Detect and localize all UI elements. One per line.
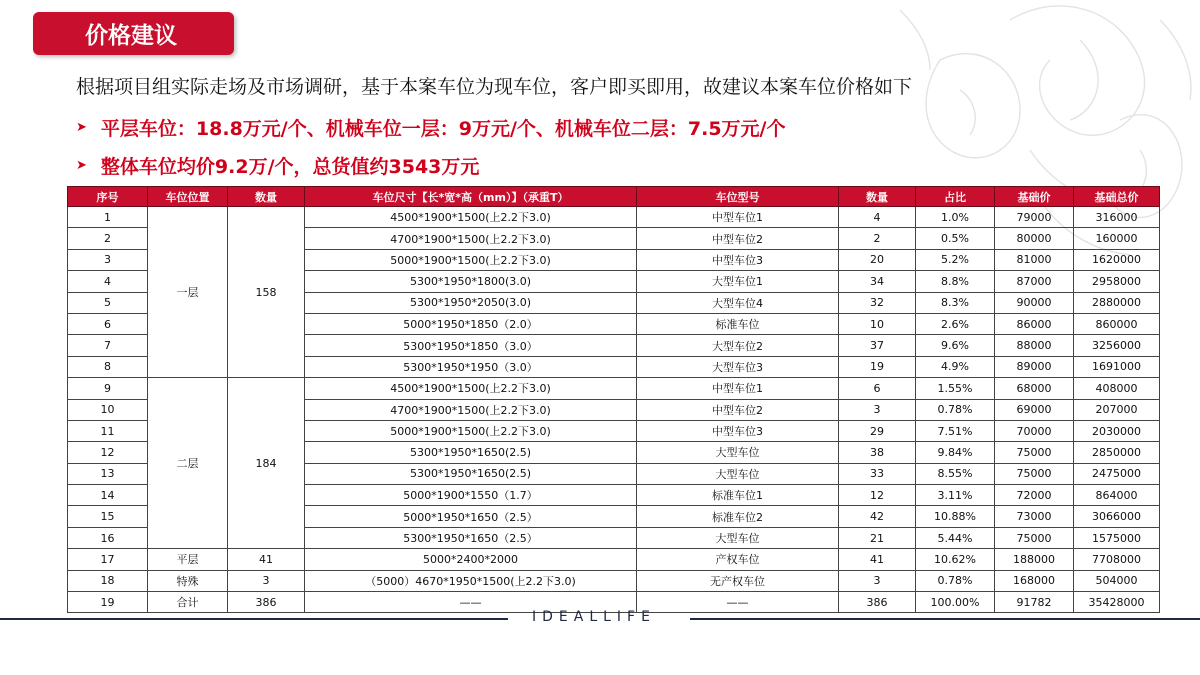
bullet-price-summary [76, 114, 785, 141]
cell-location: 平层 [148, 549, 228, 570]
table-header-row [68, 187, 1160, 207]
cell-count: 34 [839, 271, 916, 292]
cell-model: 标准车位1 [637, 485, 839, 506]
cell-ratio: 5.44% [916, 527, 995, 548]
cell-base-price: 70000 [995, 420, 1074, 441]
cell-base-price: 69000 [995, 399, 1074, 420]
cell-base-total: 1575000 [1074, 527, 1160, 548]
cell-model: —— [637, 592, 839, 613]
cell-model: 大型车位1 [637, 271, 839, 292]
cell-base-price: 79000 [995, 207, 1074, 228]
cell-location: 特殊 [148, 570, 228, 591]
cell-base-price: 75000 [995, 527, 1074, 548]
cell-base-price: 168000 [995, 570, 1074, 591]
cell-location: 一层 [148, 207, 228, 378]
cell-model: 无产权车位 [637, 570, 839, 591]
cell-base-total: 2958000 [1074, 271, 1160, 292]
cell-count: 10 [839, 313, 916, 334]
cell-base-total: 1620000 [1074, 249, 1160, 270]
cell-index: 4 [68, 271, 148, 292]
col-header: 数量 [839, 187, 916, 207]
cell-base-total: 408000 [1074, 378, 1160, 399]
cell-base-price: 73000 [995, 506, 1074, 527]
cell-base-price: 86000 [995, 313, 1074, 334]
cell-index: 16 [68, 527, 148, 548]
cell-size: 4700*1900*1500(上2.2下3.0) [305, 399, 637, 420]
cell-model: 大型车位 [637, 463, 839, 484]
table-row [68, 549, 1160, 570]
cell-index: 17 [68, 549, 148, 570]
bullet-text: 平层车位：18.8万元/个、机械车位一层：9万元/个、机械车位二层：7.5万元/个 [100, 118, 786, 140]
cell-base-price: 75000 [995, 442, 1074, 463]
table-row [68, 378, 1160, 399]
col-header: 基础价 [995, 187, 1074, 207]
cell-index: 19 [68, 592, 148, 613]
cell-base-total: 864000 [1074, 485, 1160, 506]
cell-base-total: 2850000 [1074, 442, 1160, 463]
col-header: 车位型号 [637, 187, 839, 207]
cell-count: 29 [839, 420, 916, 441]
cell-size: 5300*1950*1850（3.0） [305, 335, 637, 356]
cell-count: 21 [839, 527, 916, 548]
cell-base-price: 68000 [995, 378, 1074, 399]
brand-logo-text: IDEALLIFE [532, 609, 656, 625]
cell-count: 19 [839, 356, 916, 377]
cell-base-price: 91782 [995, 592, 1074, 613]
cell-size: 4500*1900*1500(上2.2下3.0) [305, 207, 637, 228]
bullet-text: 整体车位均价9.2万/个，总货值约3543万元 [100, 156, 480, 178]
cell-model: 中型车位1 [637, 207, 839, 228]
cell-ratio: 0.5% [916, 228, 995, 249]
cell-model: 标准车位2 [637, 506, 839, 527]
arrow-bullet-icon: ➤ [76, 158, 87, 173]
cell-index: 7 [68, 335, 148, 356]
cell-base-price: 88000 [995, 335, 1074, 356]
cell-count: 42 [839, 506, 916, 527]
col-header: 数量 [228, 187, 305, 207]
cell-base-total: 160000 [1074, 228, 1160, 249]
cell-size: 5000*1900*1500(上2.2下3.0) [305, 249, 637, 270]
cell-index: 18 [68, 570, 148, 591]
cell-count: 33 [839, 463, 916, 484]
cell-location: 合计 [148, 592, 228, 613]
cell-size: 5300*1950*2050(3.0) [305, 292, 637, 313]
cell-size: 5000*1950*1850（2.0） [305, 313, 637, 334]
cell-model: 大型车位 [637, 527, 839, 548]
col-header: 车位尺寸【长*宽*高（mm）】（承重T） [305, 187, 637, 207]
cell-ratio: 10.62% [916, 549, 995, 570]
cell-index: 13 [68, 463, 148, 484]
cell-model: 大型车位3 [637, 356, 839, 377]
cell-size: 5300*1950*1650（2.5） [305, 527, 637, 548]
cell-count: 3 [839, 399, 916, 420]
cell-group-quantity: 158 [228, 207, 305, 378]
cell-size: 5300*1950*1650(2.5) [305, 442, 637, 463]
cell-base-price: 81000 [995, 249, 1074, 270]
cell-ratio: 5.2% [916, 249, 995, 270]
cell-model: 大型车位4 [637, 292, 839, 313]
cell-size: 5000*1900*1550（1.7） [305, 485, 637, 506]
cell-count: 32 [839, 292, 916, 313]
cell-base-total: 1691000 [1074, 356, 1160, 377]
cell-size: 5000*2400*2000 [305, 549, 637, 570]
cell-ratio: 4.9% [916, 356, 995, 377]
cell-base-total: 7708000 [1074, 549, 1160, 570]
cell-count: 386 [839, 592, 916, 613]
cell-base-total: 504000 [1074, 570, 1160, 591]
cell-index: 6 [68, 313, 148, 334]
cell-ratio: 1.55% [916, 378, 995, 399]
col-header: 车位位置 [148, 187, 228, 207]
cell-index: 8 [68, 356, 148, 377]
cell-ratio: 0.78% [916, 399, 995, 420]
cell-group-quantity: 3 [228, 570, 305, 591]
cell-count: 2 [839, 228, 916, 249]
col-header: 序号 [68, 187, 148, 207]
cell-size: 5300*1950*1650(2.5) [305, 463, 637, 484]
cell-base-price: 75000 [995, 463, 1074, 484]
cell-base-price: 89000 [995, 356, 1074, 377]
page-title: 价格建议 [33, 12, 234, 55]
cell-base-price: 188000 [995, 549, 1074, 570]
cell-index: 11 [68, 420, 148, 441]
cell-count: 38 [839, 442, 916, 463]
cell-group-quantity: 386 [228, 592, 305, 613]
cell-index: 2 [68, 228, 148, 249]
cell-group-quantity: 41 [228, 549, 305, 570]
cell-count: 12 [839, 485, 916, 506]
cell-base-total: 3066000 [1074, 506, 1160, 527]
cell-base-total: 3256000 [1074, 335, 1160, 356]
cell-group-quantity: 184 [228, 378, 305, 549]
col-header: 占比 [916, 187, 995, 207]
cell-size: （5000）4670*1950*1500(上2.2下3.0) [305, 570, 637, 591]
cell-count: 20 [839, 249, 916, 270]
cell-location: 二层 [148, 378, 228, 549]
cell-model: 中型车位2 [637, 228, 839, 249]
cell-ratio: 9.6% [916, 335, 995, 356]
cell-index: 12 [68, 442, 148, 463]
cell-count: 37 [839, 335, 916, 356]
cell-size: 5300*1950*1800(3.0) [305, 271, 637, 292]
cell-base-price: 90000 [995, 292, 1074, 313]
cell-ratio: 3.11% [916, 485, 995, 506]
cell-model: 标准车位 [637, 313, 839, 334]
cell-index: 3 [68, 249, 148, 270]
cell-base-total: 35428000 [1074, 592, 1160, 613]
cell-base-price: 80000 [995, 228, 1074, 249]
table-row [68, 207, 1160, 228]
footer-divider-left [0, 618, 508, 620]
arrow-bullet-icon: ➤ [76, 120, 87, 135]
bullet-average-price [76, 152, 479, 179]
cell-index: 14 [68, 485, 148, 506]
cell-size: —— [305, 592, 637, 613]
cell-count: 4 [839, 207, 916, 228]
cell-base-total: 207000 [1074, 399, 1160, 420]
cell-base-total: 2030000 [1074, 420, 1160, 441]
cell-ratio: 2.6% [916, 313, 995, 334]
cell-model: 大型车位 [637, 442, 839, 463]
cell-size: 5000*1950*1650（2.5） [305, 506, 637, 527]
cell-count: 6 [839, 378, 916, 399]
cell-ratio: 7.51% [916, 420, 995, 441]
cell-ratio: 1.0% [916, 207, 995, 228]
table-row [68, 570, 1160, 591]
cell-index: 15 [68, 506, 148, 527]
cell-index: 10 [68, 399, 148, 420]
cell-ratio: 10.88% [916, 506, 995, 527]
cell-count: 41 [839, 549, 916, 570]
cell-model: 中型车位3 [637, 420, 839, 441]
col-header: 基础总价 [1074, 187, 1160, 207]
cell-model: 中型车位3 [637, 249, 839, 270]
cell-base-price: 87000 [995, 271, 1074, 292]
cell-ratio: 0.78% [916, 570, 995, 591]
cell-ratio: 8.55% [916, 463, 995, 484]
cell-model: 大型车位2 [637, 335, 839, 356]
cell-base-total: 860000 [1074, 313, 1160, 334]
cell-base-total: 316000 [1074, 207, 1160, 228]
footer-divider-right [690, 618, 1200, 620]
cell-index: 5 [68, 292, 148, 313]
parking-price-table [67, 186, 1160, 613]
cell-index: 9 [68, 378, 148, 399]
cell-ratio: 9.84% [916, 442, 995, 463]
cell-index: 1 [68, 207, 148, 228]
intro-text: 根据项目组实际走场及市场调研，基于本案车位为现车位，客户即买即用，故建议本案车位价格如下 [76, 76, 913, 98]
cell-model: 中型车位1 [637, 378, 839, 399]
cell-ratio: 100.00% [916, 592, 995, 613]
cell-count: 3 [839, 570, 916, 591]
cell-base-total: 2880000 [1074, 292, 1160, 313]
cell-model: 中型车位2 [637, 399, 839, 420]
cell-ratio: 8.3% [916, 292, 995, 313]
cell-size: 4700*1900*1500(上2.2下3.0) [305, 228, 637, 249]
cell-size: 5300*1950*1950（3.0） [305, 356, 637, 377]
cell-base-price: 72000 [995, 485, 1074, 506]
cell-size: 4500*1900*1500(上2.2下3.0) [305, 378, 637, 399]
cell-ratio: 8.8% [916, 271, 995, 292]
cell-model: 产权车位 [637, 549, 839, 570]
cell-base-total: 2475000 [1074, 463, 1160, 484]
cell-size: 5000*1900*1500(上2.2下3.0) [305, 420, 637, 441]
